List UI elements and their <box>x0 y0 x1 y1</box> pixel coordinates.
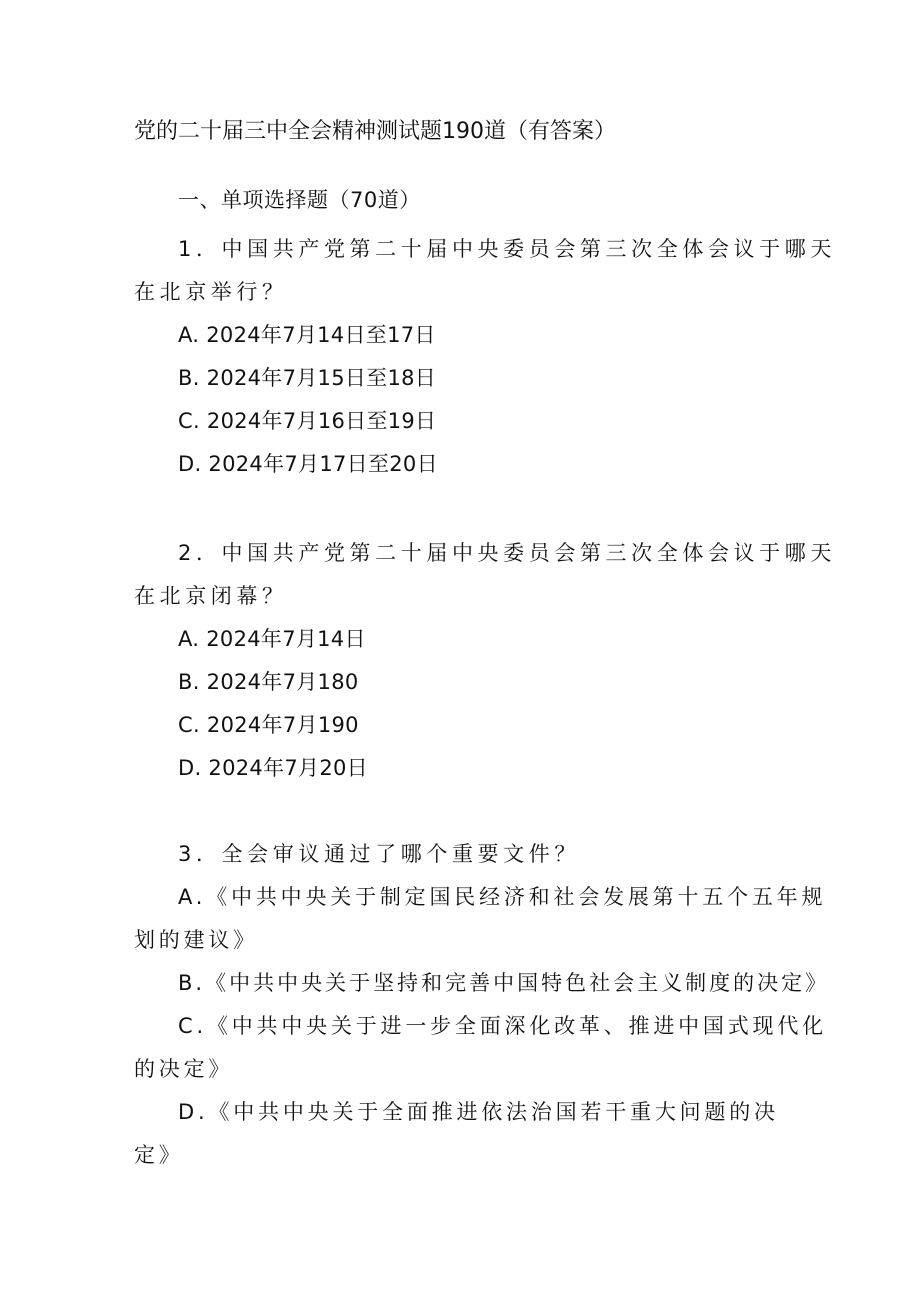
option-d: D. 2024年7月20日 <box>178 756 368 780</box>
question-stem-line: 1．中国共产党第二十届中央委员会第三次全体会议于哪天 <box>178 237 836 261</box>
question-stem-line: 3．全会审议通过了哪个重要文件？ <box>178 842 580 866</box>
option-a-continuation: 划的建议》 <box>134 928 258 952</box>
question-stem-line: 在北京闭幕？ <box>134 584 288 608</box>
question-stem-line: 在北京举行？ <box>134 280 288 304</box>
option-a: A. 2024年7月14日 <box>178 627 366 651</box>
option-c-continuation: 的决定》 <box>134 1057 234 1081</box>
section-heading: 一、单项选择题（70道） <box>178 188 421 212</box>
option-c: C.《中共中央关于进一步全面深化改革、推进中国式现代化 <box>178 1014 827 1038</box>
option-b: B.《中共中央关于坚持和完善中国特色社会主义制度的决定》 <box>178 971 830 995</box>
option-d-continuation: 定》 <box>134 1143 184 1167</box>
option-c: C. 2024年7月190 <box>178 713 359 737</box>
option-a: A.《中共中央关于制定国民经济和社会发展第十五个五年规 <box>178 885 827 909</box>
option-b: B. 2024年7月15日至18日 <box>178 366 437 390</box>
question-stem-line: 2．中国共产党第二十届中央委员会第三次全体会议于哪天 <box>178 541 836 565</box>
option-c: C. 2024年7月16日至19日 <box>178 409 437 433</box>
option-b: B. 2024年7月180 <box>178 670 359 694</box>
document-title: 党的二十届三中全会精神测试题190道（有答案） <box>134 119 616 144</box>
option-a: A. 2024年7月14日至17日 <box>178 323 436 347</box>
option-d: D.《中共中央关于全面推进依法治国若干重大问题的决 <box>178 1100 779 1124</box>
option-d: D. 2024年7月17日至20日 <box>178 452 438 476</box>
